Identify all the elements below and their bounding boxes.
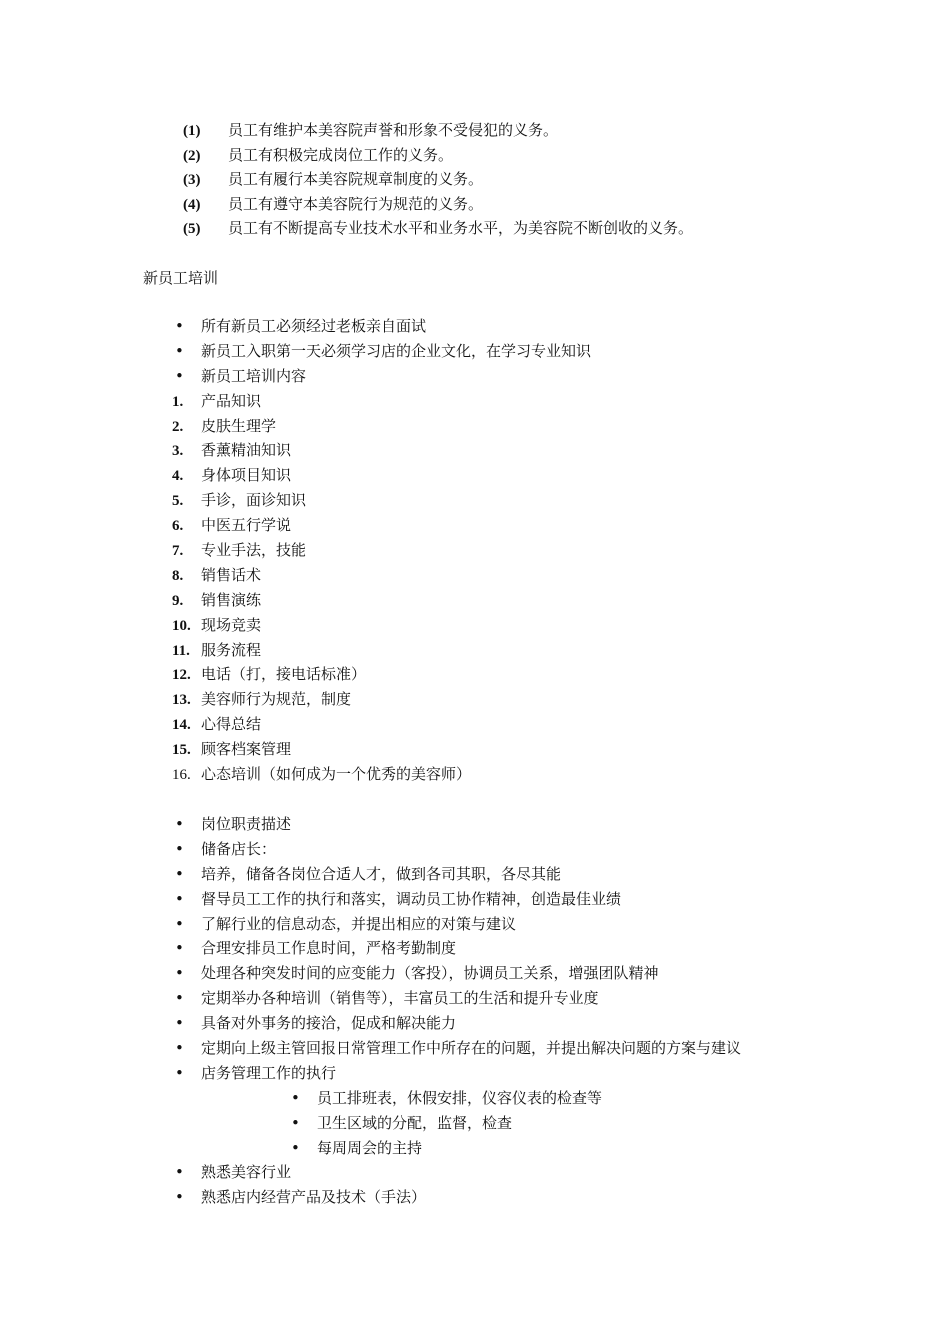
duty-number: (1) [183, 123, 201, 139]
numbered-item [172, 438, 892, 463]
bullet-icon: • [175, 839, 184, 858]
bullet-icon: • [175, 964, 184, 983]
item-text: 销售话术 [201, 565, 262, 584]
list-item [172, 1185, 892, 1210]
item-text: 手诊，面诊知识 [201, 491, 307, 510]
bullet-icon: • [175, 889, 184, 908]
item-number: 13. [172, 692, 191, 709]
item-text: 电话（打，接电话标准） [201, 665, 367, 684]
list-item [172, 887, 892, 912]
numbered-item [172, 687, 892, 712]
list-item [172, 314, 892, 339]
item-text: 现场竞卖 [201, 615, 262, 634]
list-item-text: 新员工入职第一天必须学习店的企业文化，在学习专业知识 [201, 341, 592, 360]
list-item [172, 837, 892, 862]
list-item [172, 1036, 892, 1061]
numbered-item [172, 414, 892, 439]
list-item [172, 339, 892, 364]
duty-text: 员工有积极完成岗位工作的义务。 [228, 145, 454, 164]
item-number: 2. [172, 418, 184, 435]
item-number: 3. [172, 443, 184, 460]
list-item-text: 处理各种突发时间的应变能力（客投），协调员工关系，增强团队精神 [201, 964, 659, 983]
bullet-icon: • [175, 1039, 184, 1058]
item-text: 皮肤生理学 [201, 416, 277, 435]
list-item-text: 新员工培训内容 [201, 366, 307, 385]
bullet-icon: • [175, 1063, 184, 1082]
sub-list-item-text: 员工排班表，休假安排，仪容仪表的检查等 [317, 1088, 603, 1107]
sub-list-item [172, 1086, 892, 1111]
item-number: 16. [172, 767, 191, 784]
sub-list-item [172, 1136, 892, 1161]
list-item [172, 1011, 892, 1036]
list-item [172, 812, 892, 837]
item-number: 5. [172, 493, 184, 510]
duty-text: 员工有不断提高专业技术水平和业务水平，为美容院不断创收的义务。 [228, 219, 694, 238]
bullet-icon: • [291, 1113, 300, 1132]
duty-number: (4) [183, 196, 201, 213]
item-text: 服务流程 [201, 640, 262, 659]
list-item [172, 936, 892, 961]
bullet-icon: • [175, 939, 184, 958]
duty-item [183, 118, 693, 143]
bullet-icon: • [175, 864, 184, 883]
item-number: 10. [172, 617, 191, 634]
numbered-item [172, 662, 892, 687]
item-number: 8. [172, 567, 184, 584]
list-item-text: 培养，储备各岗位合适人才，做到各司其职，各尽其能 [201, 864, 562, 883]
list-item [172, 862, 892, 887]
list-item-text: 储备店长： [201, 839, 277, 858]
list-item [172, 986, 892, 1011]
item-text: 美容师行为规范，制度 [201, 690, 352, 709]
sub-list-item-text: 卫生区域的分配，监督，检查 [317, 1113, 513, 1132]
numbered-item [172, 513, 892, 538]
bullet-icon: • [175, 989, 184, 1008]
list-item [172, 1061, 892, 1086]
numbered-item [172, 563, 892, 588]
duty-item [183, 143, 693, 168]
item-text: 身体项目知识 [201, 466, 292, 485]
item-text: 心态培训（如何成为一个优秀的美容师） [201, 765, 472, 784]
list-item-text: 所有新员工必须经过老板亲自面试 [201, 317, 427, 335]
duty-item [183, 192, 693, 217]
section-title-training: 新员工培训 [143, 269, 219, 287]
numbered-item [172, 638, 892, 663]
duty-text: 员工有维护本美容院声誉和形象不受侵犯的义务。 [228, 121, 559, 139]
list-item-text: 合理安排员工作息时间，严格考勤制度 [201, 939, 457, 958]
list-item-text: 定期举办各种培训（销售等），丰富员工的生活和提升专业度 [201, 989, 599, 1008]
numbered-item [172, 488, 892, 513]
list-item-text: 具备对外事务的接洽，促成和解决能力 [201, 1014, 457, 1033]
bullet-icon: • [175, 366, 184, 385]
list-item [172, 912, 892, 937]
numbered-item [172, 463, 892, 488]
duty-number: (5) [183, 221, 201, 238]
item-number: 11. [172, 642, 190, 659]
bullet-icon: • [291, 1088, 300, 1107]
numbered-item [172, 588, 892, 613]
training-list [172, 314, 892, 787]
job-duties-list [172, 812, 892, 1210]
bullet-icon: • [175, 1188, 184, 1207]
bullet-icon: • [175, 1163, 184, 1182]
numbered-item [172, 762, 892, 787]
bullet-icon: • [175, 317, 184, 335]
numbered-item [172, 712, 892, 737]
list-item [172, 364, 892, 389]
list-item-text: 督导员工工作的执行和落实，调动员工协作精神，创造最佳业绩 [201, 889, 622, 908]
duty-item [183, 167, 693, 192]
bullet-icon: • [175, 914, 184, 933]
item-text: 专业手法，技能 [201, 541, 307, 560]
duty-number: (3) [183, 172, 201, 189]
item-text: 香薰精油知识 [201, 441, 292, 460]
item-number: 12. [172, 667, 191, 684]
item-text: 销售演练 [201, 590, 262, 609]
item-number: 15. [172, 742, 191, 759]
numbered-item [172, 737, 892, 762]
employee-duties-list [183, 118, 693, 241]
item-number: 6. [172, 518, 184, 535]
duty-text: 员工有遵守本美容院行为规范的义务。 [228, 194, 484, 213]
duty-item [183, 216, 693, 241]
list-item-text: 定期向上级主管回报日常管理工作中所存在的问题，并提出解决问题的方案与建议 [201, 1039, 742, 1058]
numbered-item [172, 613, 892, 638]
list-item-text: 了解行业的信息动态，并提出相应的对策与建议 [201, 914, 517, 933]
item-number: 14. [172, 717, 191, 734]
numbered-item [172, 389, 892, 414]
item-number: 9. [172, 592, 184, 609]
bullet-icon: • [291, 1138, 300, 1157]
duty-text: 员工有履行本美容院规章制度的义务。 [228, 170, 484, 189]
item-number: 7. [172, 543, 184, 560]
item-text: 中医五行学说 [201, 516, 292, 535]
list-item-text: 店务管理工作的执行 [201, 1063, 337, 1082]
item-text: 顾客档案管理 [201, 740, 292, 759]
list-item-text: 熟悉美容行业 [201, 1163, 292, 1182]
item-number: 1. [172, 393, 184, 410]
list-item-text: 熟悉店内经营产品及技术（手法） [201, 1188, 427, 1207]
duty-number: (2) [183, 147, 201, 164]
item-text: 产品知识 [201, 391, 262, 410]
item-number: 4. [172, 468, 184, 485]
list-item-text: 岗位职责描述 [201, 815, 292, 833]
numbered-item [172, 538, 892, 563]
sub-list-item [172, 1111, 892, 1136]
bullet-icon: • [175, 341, 184, 360]
sub-list-item-text: 每周周会的主持 [317, 1138, 423, 1157]
item-text: 心得总结 [201, 715, 262, 734]
list-item [172, 961, 892, 986]
bullet-icon: • [175, 1014, 184, 1033]
bullet-icon: • [175, 815, 184, 833]
list-item [172, 1160, 892, 1185]
